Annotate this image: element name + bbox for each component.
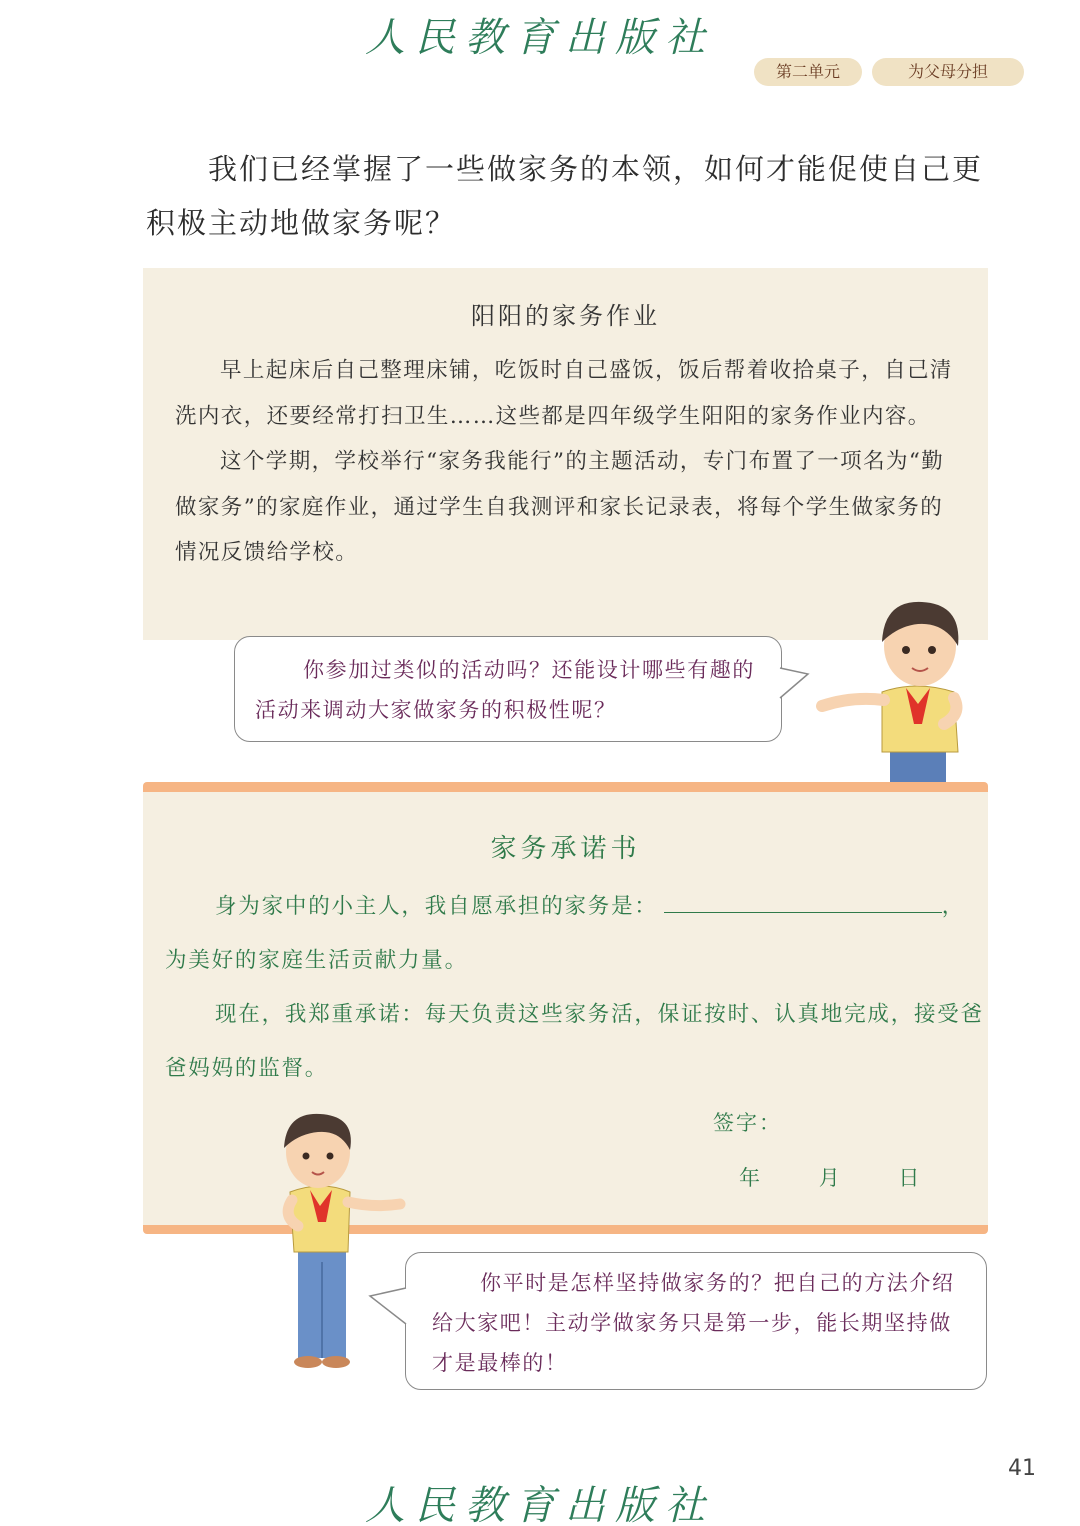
date-fields: [739, 1162, 971, 1192]
intro-question: 我们已经掌握了一些做家务的本领，如何才能促使自己更积极主动地做家务呢？: [146, 152, 984, 240]
speech-bubble-text: 你参加过类似的活动吗？还能设计哪些有趣的活动来调动大家做家务的积极性呢？: [255, 658, 755, 722]
date-month: 月: [818, 1166, 840, 1190]
publisher-watermark-top: 人民教育出版社: [365, 15, 715, 61]
date-year: 年: [739, 1166, 760, 1190]
pledge-text: [165, 880, 985, 1096]
fill-in-blank[interactable]: [664, 891, 942, 913]
pledge-line-start: 身为家中的小主人，我自愿承担的家务是：: [215, 894, 658, 919]
speech-bubble-text: 你平时是怎样坚持做家务的？把自己的方法介绍给大家吧！主动学做家务只是第一步，能长期坚持做才是最棒的！: [432, 1271, 955, 1375]
story-paragraph: 这个学期，学校举行“家务我能行”的主题活动，专门布置了一项名为“勤做家务”的家庭作业，通过学生自我测评和家长记录表，将每个学生做家务的情况反馈给学校。: [175, 449, 945, 565]
pledge-title: 家务承诺书: [490, 834, 641, 864]
date-day: 日: [898, 1166, 920, 1190]
story-title: 阳阳的家务作业: [471, 302, 660, 330]
pledge-panel: [143, 782, 988, 1234]
boy-illustration: [812, 596, 972, 782]
pledge-line-end: ，为美好的家庭生活贡献力量。: [165, 894, 966, 973]
lesson-tag: 为父母分担: [872, 58, 1024, 86]
speech-bubble-tail: [780, 664, 810, 704]
unit-tag: 第二单元: [754, 58, 862, 86]
pledge-paragraph: 现在，我郑重承诺：每天负责这些家务活，保证按时、认真地完成，接受爸爸妈妈的监督。: [165, 1002, 984, 1081]
story-text: [175, 348, 965, 576]
story-paragraph: 早上起床后自己整理床铺，吃饭时自己盛饭，饭后帮着收拾桌子，自己清洗内衣，还要经常打扫卫生……这些都是四年级学生阳阳的家务作业内容。: [175, 358, 953, 429]
signature-label: 签字：: [713, 1111, 782, 1135]
speech-bubble-tail: [368, 1284, 408, 1334]
page-number: 41: [1008, 1456, 1036, 1481]
speech-bubble-persistence: [405, 1252, 987, 1390]
pledge-paragraph: [165, 880, 985, 988]
speech-bubble-activity: [234, 636, 782, 742]
story-panel: [143, 268, 988, 640]
chapter-tags: [754, 58, 1024, 86]
publisher-watermark-bottom: 人民教育出版社: [365, 1483, 715, 1526]
